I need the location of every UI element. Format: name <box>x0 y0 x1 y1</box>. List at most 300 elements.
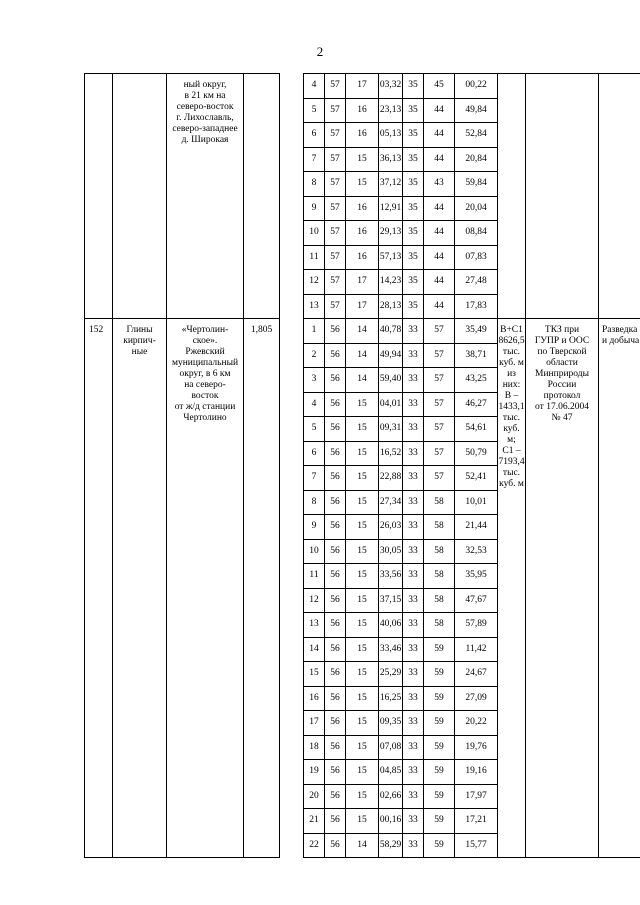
lat-degrees: 56 <box>325 735 346 760</box>
location-line: муниципальный <box>171 358 239 368</box>
spacer-cell <box>280 221 304 246</box>
lon-seconds: 17,83 <box>455 294 498 319</box>
lat-seconds: 27,34 <box>379 490 403 515</box>
location-line: Чертолино <box>183 413 227 423</box>
reserves-line: куб. м <box>499 479 524 489</box>
spacer-cell <box>280 368 304 393</box>
reserves-cell <box>498 74 526 319</box>
lon-seconds: 54,61 <box>455 417 498 442</box>
lon-minutes: 44 <box>424 245 455 270</box>
lon-degrees: 35 <box>403 147 424 172</box>
lat-degrees: 56 <box>325 490 346 515</box>
lat-degrees: 57 <box>325 270 346 295</box>
point-number: 14 <box>304 637 325 662</box>
lat-seconds: 04,01 <box>379 392 403 417</box>
purpose-line: и добыча <box>602 336 640 346</box>
lon-degrees: 33 <box>403 588 424 613</box>
spacer-cell <box>280 784 304 809</box>
lat-seconds: 28,13 <box>379 294 403 319</box>
lon-degrees: 33 <box>403 784 424 809</box>
object-number-cell <box>85 74 113 319</box>
spacer-cell <box>280 441 304 466</box>
point-number: 4 <box>304 74 325 99</box>
point-number: 16 <box>304 686 325 711</box>
reserves-line: 1433,1 <box>498 402 525 412</box>
location-description <box>167 319 244 858</box>
lon-minutes: 44 <box>424 98 455 123</box>
lon-degrees: 35 <box>403 245 424 270</box>
lon-degrees: 33 <box>403 809 424 834</box>
reserves-line: В – <box>504 391 519 401</box>
lon-degrees: 33 <box>403 441 424 466</box>
spacer-cell <box>280 466 304 491</box>
lon-degrees: 33 <box>403 417 424 442</box>
lon-degrees: 33 <box>403 490 424 515</box>
lon-seconds: 52,84 <box>455 123 498 148</box>
spacer-cell <box>280 760 304 785</box>
lon-seconds: 20,22 <box>455 711 498 736</box>
lon-seconds: 32,53 <box>455 539 498 564</box>
lon-seconds: 35,95 <box>455 564 498 589</box>
location-line: восток <box>191 391 219 401</box>
lat-seconds: 40,78 <box>379 319 403 344</box>
reserves-line: С1 – <box>502 446 521 456</box>
lon-seconds: 10,01 <box>455 490 498 515</box>
point-number: 7 <box>304 147 325 172</box>
lat-degrees: 57 <box>325 172 346 197</box>
lat-degrees: 56 <box>325 417 346 442</box>
lat-seconds: 12,91 <box>379 196 403 221</box>
point-number: 12 <box>304 588 325 613</box>
lon-minutes: 59 <box>424 711 455 736</box>
location-line: ское». <box>192 336 218 346</box>
lat-degrees: 56 <box>325 760 346 785</box>
lat-minutes: 15 <box>346 735 379 760</box>
lat-degrees: 57 <box>325 147 346 172</box>
lon-seconds: 49,84 <box>455 98 498 123</box>
lon-minutes: 58 <box>424 613 455 638</box>
lat-minutes: 15 <box>346 539 379 564</box>
point-number: 4 <box>304 392 325 417</box>
spacer-cell <box>280 613 304 638</box>
protocol-line: Минприроды <box>535 369 589 379</box>
lat-degrees: 56 <box>325 564 346 589</box>
lon-minutes: 59 <box>424 662 455 687</box>
lat-minutes: 15 <box>346 172 379 197</box>
location-line: в 21 км на <box>184 91 226 101</box>
lon-seconds: 07,83 <box>455 245 498 270</box>
spacer-cell <box>280 539 304 564</box>
lat-degrees: 56 <box>325 515 346 540</box>
lat-seconds: 33,46 <box>379 637 403 662</box>
spacer-cell <box>280 74 304 99</box>
lon-minutes: 59 <box>424 784 455 809</box>
lat-minutes: 16 <box>346 221 379 246</box>
spacer-cell <box>280 147 304 172</box>
lon-degrees: 33 <box>403 466 424 491</box>
spacer-cell <box>280 319 304 344</box>
lon-degrees: 33 <box>403 735 424 760</box>
protocol-line: № 47 <box>551 413 573 423</box>
protocol-line: области <box>546 358 578 368</box>
point-number: 7 <box>304 466 325 491</box>
location-cell <box>167 74 244 319</box>
lon-minutes: 58 <box>424 539 455 564</box>
lon-seconds: 50,79 <box>455 441 498 466</box>
lat-seconds: 03,32 <box>379 74 403 99</box>
lat-seconds: 14,23 <box>379 270 403 295</box>
lat-seconds: 58,29 <box>379 833 403 858</box>
lon-seconds: 57,89 <box>455 613 498 638</box>
lat-seconds: 49,94 <box>379 343 403 368</box>
spacer-cell <box>280 711 304 736</box>
lat-seconds: 36,13 <box>379 147 403 172</box>
area-value: 1,805 <box>244 319 280 858</box>
location-line: северо-восток <box>176 102 234 112</box>
point-number: 18 <box>304 735 325 760</box>
lon-degrees: 33 <box>403 686 424 711</box>
lat-seconds: 05,13 <box>379 123 403 148</box>
lat-degrees: 57 <box>325 98 346 123</box>
coordinate-row <box>85 74 640 99</box>
protocol-line: протокол <box>543 391 581 401</box>
lon-minutes: 59 <box>424 637 455 662</box>
lon-minutes: 57 <box>424 441 455 466</box>
lat-degrees: 56 <box>325 662 346 687</box>
mineral-cell <box>113 74 167 319</box>
lat-degrees: 57 <box>325 245 346 270</box>
lon-degrees: 35 <box>403 196 424 221</box>
lat-seconds: 09,31 <box>379 417 403 442</box>
area-cell <box>244 74 280 319</box>
lon-minutes: 58 <box>424 564 455 589</box>
spacer-cell <box>280 294 304 319</box>
lon-seconds: 24,67 <box>455 662 498 687</box>
lat-minutes: 16 <box>346 196 379 221</box>
lat-minutes: 16 <box>346 98 379 123</box>
lat-minutes: 15 <box>346 564 379 589</box>
lon-minutes: 57 <box>424 392 455 417</box>
point-number: 10 <box>304 539 325 564</box>
lat-degrees: 56 <box>325 588 346 613</box>
lat-degrees: 56 <box>325 784 346 809</box>
protocol-cell <box>526 74 599 319</box>
point-number: 1 <box>304 319 325 344</box>
lat-minutes: 15 <box>346 662 379 687</box>
spacer-cell <box>280 98 304 123</box>
lat-degrees: 56 <box>325 809 346 834</box>
lat-seconds: 33,56 <box>379 564 403 589</box>
reserves-line: В+С1 <box>500 325 523 335</box>
spacer-cell <box>280 123 304 148</box>
subsoil-purpose <box>599 319 640 858</box>
spacer-cell <box>280 196 304 221</box>
protocol-line: России <box>547 380 577 390</box>
lon-seconds: 38,71 <box>455 343 498 368</box>
mineral-line: ные <box>131 347 148 357</box>
coordinate-row <box>85 319 640 344</box>
lat-seconds: 30,05 <box>379 539 403 564</box>
lon-minutes: 57 <box>424 368 455 393</box>
reserves-line: из них: <box>502 369 521 390</box>
lon-degrees: 35 <box>403 98 424 123</box>
lat-seconds: 00,16 <box>379 809 403 834</box>
lon-minutes: 59 <box>424 760 455 785</box>
lon-seconds: 11,42 <box>455 637 498 662</box>
lat-minutes: 17 <box>346 294 379 319</box>
purpose-line: Разведка <box>602 325 638 335</box>
point-number: 3 <box>304 368 325 393</box>
lon-minutes: 44 <box>424 270 455 295</box>
lat-seconds: 40,06 <box>379 613 403 638</box>
lat-degrees: 57 <box>325 196 346 221</box>
lat-degrees: 57 <box>325 221 346 246</box>
lon-minutes: 58 <box>424 588 455 613</box>
point-number: 8 <box>304 490 325 515</box>
lat-minutes: 15 <box>346 417 379 442</box>
lon-minutes: 44 <box>424 196 455 221</box>
reserves-line: куб. м; <box>503 424 520 445</box>
lon-minutes: 59 <box>424 833 455 858</box>
lat-seconds: 16,52 <box>379 441 403 466</box>
lat-seconds: 09,35 <box>379 711 403 736</box>
lon-degrees: 35 <box>403 270 424 295</box>
object-number: 152 <box>85 319 113 858</box>
lon-seconds: 20,04 <box>455 196 498 221</box>
point-number: 20 <box>304 784 325 809</box>
page-number: 2 <box>316 44 324 59</box>
protocol-line: ТКЗ при <box>544 325 580 335</box>
lon-degrees: 35 <box>403 74 424 99</box>
lat-minutes: 14 <box>346 343 379 368</box>
lon-degrees: 33 <box>403 343 424 368</box>
lat-degrees: 56 <box>325 539 346 564</box>
lat-degrees: 56 <box>325 613 346 638</box>
lat-minutes: 14 <box>346 368 379 393</box>
lat-seconds: 29,13 <box>379 221 403 246</box>
purpose-cell <box>599 74 640 319</box>
point-number: 5 <box>304 417 325 442</box>
lon-minutes: 58 <box>424 515 455 540</box>
lat-minutes: 14 <box>346 319 379 344</box>
lat-seconds: 02,66 <box>379 784 403 809</box>
spacer-cell <box>280 809 304 834</box>
lat-seconds: 37,12 <box>379 172 403 197</box>
spacer-cell <box>280 343 304 368</box>
location-line: северо-западнее <box>172 124 238 134</box>
spacer-cell <box>280 490 304 515</box>
spacer-cell <box>280 515 304 540</box>
lon-seconds: 47,67 <box>455 588 498 613</box>
point-number: 11 <box>304 564 325 589</box>
protocol-line: ГУПР и ООС <box>534 336 590 346</box>
location-line: ный округ, <box>183 80 227 90</box>
lon-degrees: 33 <box>403 833 424 858</box>
point-number: 6 <box>304 441 325 466</box>
lon-degrees: 33 <box>403 368 424 393</box>
lon-minutes: 57 <box>424 417 455 442</box>
lat-minutes: 16 <box>346 123 379 148</box>
lon-seconds: 17,21 <box>455 809 498 834</box>
spacer-cell <box>280 392 304 417</box>
mineral-line: Глины <box>126 325 153 335</box>
lat-degrees: 56 <box>325 466 346 491</box>
lon-seconds: 00,22 <box>455 74 498 99</box>
approval-protocol <box>526 319 599 858</box>
lat-minutes: 15 <box>346 809 379 834</box>
reserves-line: 7193,4 <box>498 457 525 467</box>
point-number: 13 <box>304 294 325 319</box>
point-number: 5 <box>304 98 325 123</box>
lat-seconds: 59,40 <box>379 368 403 393</box>
point-number: 2 <box>304 343 325 368</box>
lon-seconds: 21,44 <box>455 515 498 540</box>
spacer-cell <box>280 172 304 197</box>
spacer-cell <box>280 245 304 270</box>
lon-degrees: 33 <box>403 760 424 785</box>
reserves-description <box>498 319 526 858</box>
location-line: на северо- <box>184 380 226 390</box>
point-number: 6 <box>304 123 325 148</box>
spacer-cell <box>280 833 304 858</box>
lat-degrees: 56 <box>325 686 346 711</box>
lat-minutes: 15 <box>346 392 379 417</box>
point-number: 21 <box>304 809 325 834</box>
lon-seconds: 19,16 <box>455 760 498 785</box>
point-number: 22 <box>304 833 325 858</box>
lon-degrees: 33 <box>403 539 424 564</box>
lat-degrees: 56 <box>325 441 346 466</box>
lon-seconds: 17,97 <box>455 784 498 809</box>
location-line: «Чертолин- <box>181 325 229 335</box>
lon-degrees: 33 <box>403 711 424 736</box>
lat-minutes: 15 <box>346 784 379 809</box>
lon-seconds: 46,27 <box>455 392 498 417</box>
lon-minutes: 59 <box>424 809 455 834</box>
mineral-type <box>113 319 167 858</box>
lat-seconds: 04,85 <box>379 760 403 785</box>
lat-degrees: 57 <box>325 74 346 99</box>
lon-seconds: 27,09 <box>455 686 498 711</box>
lat-degrees: 56 <box>325 343 346 368</box>
spacer-cell <box>280 662 304 687</box>
lat-minutes: 15 <box>346 466 379 491</box>
lon-minutes: 44 <box>424 221 455 246</box>
lat-minutes: 15 <box>346 686 379 711</box>
lon-minutes: 59 <box>424 686 455 711</box>
lon-minutes: 57 <box>424 319 455 344</box>
lon-minutes: 57 <box>424 466 455 491</box>
lon-degrees: 33 <box>403 319 424 344</box>
point-number: 11 <box>304 245 325 270</box>
spacer-cell <box>280 588 304 613</box>
lat-seconds: 37,15 <box>379 588 403 613</box>
lat-seconds: 07,08 <box>379 735 403 760</box>
point-number: 17 <box>304 711 325 736</box>
lon-degrees: 33 <box>403 515 424 540</box>
location-line: округ, в 6 км <box>179 369 231 379</box>
lon-seconds: 59,84 <box>455 172 498 197</box>
spacer-cell <box>280 417 304 442</box>
lon-minutes: 44 <box>424 147 455 172</box>
lat-minutes: 15 <box>346 711 379 736</box>
reserves-line: тыс. <box>502 468 521 478</box>
lon-minutes: 43 <box>424 172 455 197</box>
lat-minutes: 15 <box>346 588 379 613</box>
lat-minutes: 15 <box>346 441 379 466</box>
lat-minutes: 15 <box>346 147 379 172</box>
reserves-line: тыс. <box>502 347 521 357</box>
lon-seconds: 35,49 <box>455 319 498 344</box>
lat-minutes: 17 <box>346 74 379 99</box>
lon-minutes: 44 <box>424 123 455 148</box>
protocol-line: по Тверской <box>537 347 587 357</box>
lat-seconds: 57,13 <box>379 245 403 270</box>
lon-seconds: 52,41 <box>455 466 498 491</box>
lon-minutes: 45 <box>424 74 455 99</box>
location-line: г. Лихославль, <box>176 113 234 123</box>
reserves-line: тыс. <box>502 413 521 423</box>
lat-seconds: 16,25 <box>379 686 403 711</box>
spacer-cell <box>280 637 304 662</box>
lat-degrees: 56 <box>325 392 346 417</box>
lon-degrees: 33 <box>403 662 424 687</box>
lon-seconds: 20,84 <box>455 147 498 172</box>
lon-seconds: 43,25 <box>455 368 498 393</box>
lon-minutes: 44 <box>424 294 455 319</box>
reserves-line: куб. м <box>499 358 524 368</box>
protocol-line: от 17.06.2004 <box>535 402 589 412</box>
lat-seconds: 22,88 <box>379 466 403 491</box>
lon-degrees: 33 <box>403 564 424 589</box>
reserves-line: 8626,5 <box>498 336 525 346</box>
lon-degrees: 33 <box>403 637 424 662</box>
lon-degrees: 35 <box>403 294 424 319</box>
lat-degrees: 56 <box>325 637 346 662</box>
point-number: 15 <box>304 662 325 687</box>
lat-seconds: 23,13 <box>379 98 403 123</box>
mineral-line: кирпич- <box>123 336 156 346</box>
spacer-cell <box>280 564 304 589</box>
lat-degrees: 57 <box>325 123 346 148</box>
point-number: 19 <box>304 760 325 785</box>
lon-seconds: 27,48 <box>455 270 498 295</box>
lat-minutes: 15 <box>346 760 379 785</box>
location-line: от ж/д станции <box>174 402 236 412</box>
lat-degrees: 56 <box>325 368 346 393</box>
lat-minutes: 15 <box>346 490 379 515</box>
lat-minutes: 15 <box>346 613 379 638</box>
lat-degrees: 56 <box>325 711 346 736</box>
spacer-cell <box>280 735 304 760</box>
lat-seconds: 26,03 <box>379 515 403 540</box>
lon-seconds: 19,76 <box>455 735 498 760</box>
location-line: Ржевский <box>185 347 225 357</box>
lat-degrees: 56 <box>325 319 346 344</box>
lat-degrees: 57 <box>325 294 346 319</box>
lon-seconds: 15,77 <box>455 833 498 858</box>
point-number: 13 <box>304 613 325 638</box>
spacer-cell <box>280 270 304 295</box>
lat-degrees: 56 <box>325 833 346 858</box>
spacer-cell <box>280 686 304 711</box>
point-number: 9 <box>304 515 325 540</box>
point-number: 12 <box>304 270 325 295</box>
deposits-table <box>84 73 640 858</box>
lat-minutes: 17 <box>346 270 379 295</box>
lon-degrees: 35 <box>403 221 424 246</box>
lon-degrees: 33 <box>403 392 424 417</box>
